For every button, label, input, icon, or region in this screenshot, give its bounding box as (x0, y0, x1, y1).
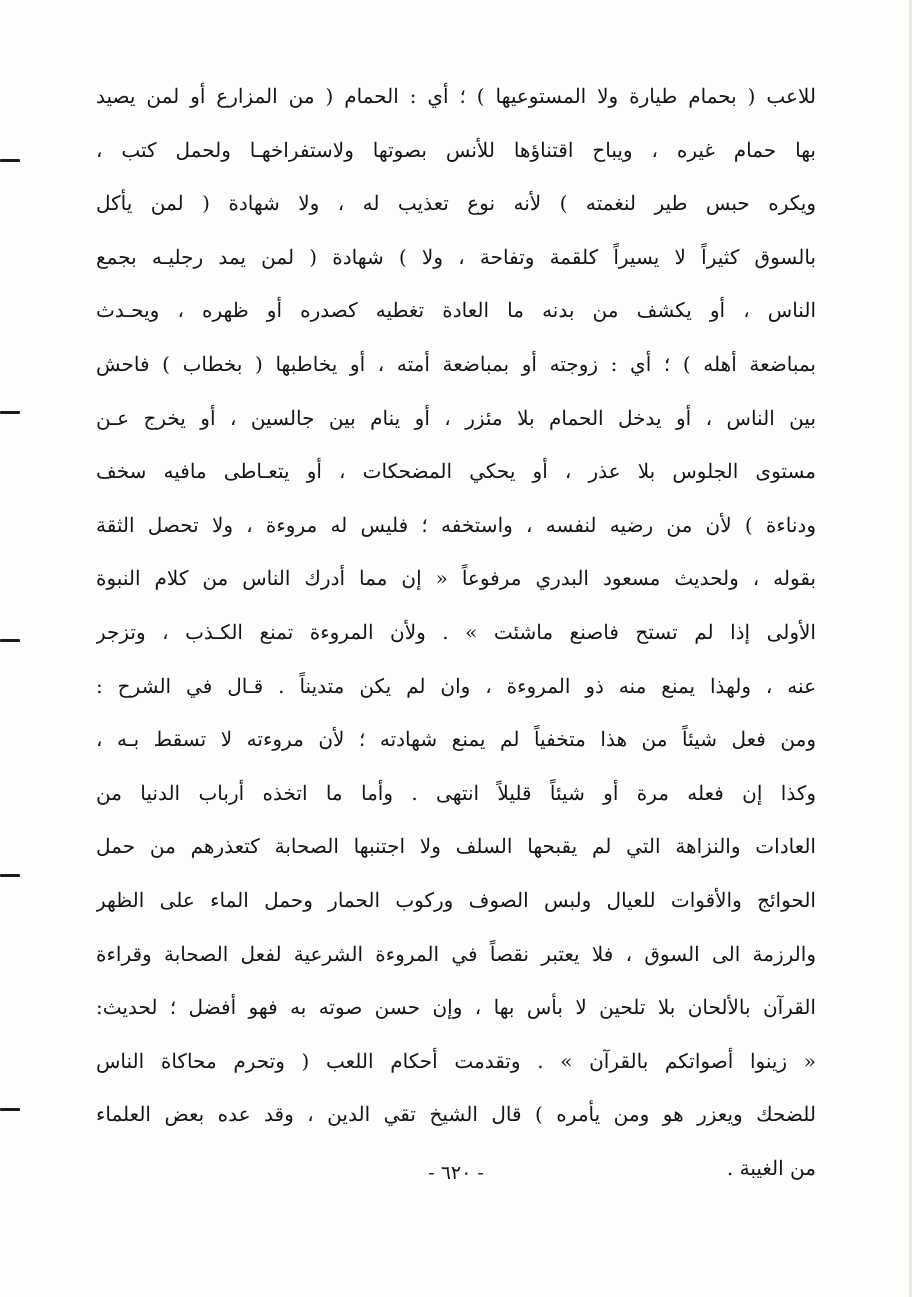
text-line: الناس ، أو يكشف من بدنه ما العادة تغطيه كصدره أو ظهره ، ويحـدث (96, 298, 816, 323)
text-line: عنه ، ولهذا يمنع منه ذو المروءة ، وان لم يكن متديناً . قـال في الشرح : (96, 673, 816, 698)
text-line: ويكره حبس طير لنغمته ) لأنه نوع تعذيب له ، ولا شهادة ( لمن يأكل (96, 191, 816, 216)
text-line: ومن فعل شيئاً من هذا متخفياً لم يمنع شهادته ؛ لأن مروءته لا تسقط بـه ، (96, 727, 816, 752)
margin-mark (0, 411, 20, 414)
margin-mark (0, 1108, 20, 1111)
text-line-last: من الغيبة . (726, 1155, 816, 1180)
text-line: بين الناس ، أو يدخل الحمام بلا مئزر ، أو ينام بين جالسين ، أو يخرج عـن (96, 405, 816, 430)
text-line: بمباضعة أهله ) ؛ أي : زوجته أو بمباضعة أمته ، أو يخاطبها ( بخطاب ) فاحش (96, 351, 816, 376)
text-line: بقوله ، ولحديث مسعود البدري مرفوعاً « إن مما أدرك الناس من كلام النبوة (96, 566, 816, 591)
text-line: بالسوق كثيراً لا يسيراً كلقمة وتفاحة ، ولا ) شهادة ( لمن يمد رجليـه بجمع (96, 244, 816, 269)
page-number: - ٦٢٠ - (428, 1162, 484, 1184)
text-line: وكذا إن فعله مرة أو شيئاً قليلاً انتهى . وأما ما اتخذه أرباب الدنيا من (96, 780, 816, 805)
body-text (96, 70, 816, 1195)
text-line: « زينوا أصواتكم بالقرآن » . وتقدمت أحكام اللعب ( وتحرم محاكاة الناس (96, 1048, 816, 1073)
text-line: والرزمة الى السوق ، فلا يعتبر نقصاً في المروءة الشرعية لفعل الصحابة وقراءة (96, 941, 816, 966)
text-line: ودناءة ) لأن من رضيه لنفسه ، واستخفه ؛ فليس له مروءة ، ولا تحصل الثقة (96, 512, 816, 537)
margin-mark (0, 874, 20, 877)
text-line: القرآن بالألحان بلا تلحين لا بأس بها ، وإن حسن صوته به فهو أفضل ؛ لحديث: (96, 995, 816, 1020)
text-line: العادات والنزاهة التي لم يقبحها السلف ولا اجتنبها الصحابة كتعذرهم من حمل (96, 834, 816, 859)
text-line: للاعب ( بحمام طيارة ولا المستوعيها ) ؛ أي : الحمام ( من المزارع أو لمن يصيد (96, 84, 816, 108)
text-line: مستوى الجلوس بلا عذر ، أو يحكي المضحكات ، أو يتعـاطى مافيه سخف (96, 459, 816, 484)
text-line: بها حمام غيره ، ويباح اقتناؤها للأنس بصوتها ولاستفراخهـا ولحمل كتب ، (96, 137, 816, 162)
text-line: للضحك ويعزر هو ومن يأمره ) قال الشيخ تقي الدين ، وقد عده بعض العلماء (96, 1102, 816, 1127)
text-line: الأولى إذا لم تستح فاصنع ماشئت » . ولأن المروءة تمنع الكـذب ، وتزجر (96, 619, 816, 644)
margin-mark (0, 639, 20, 642)
text-line: الحوائج والأقوات للعيال ولبس الصوف وركوب الحمار وحمل الماء على الظهر (96, 887, 816, 912)
margin-mark (0, 159, 20, 162)
